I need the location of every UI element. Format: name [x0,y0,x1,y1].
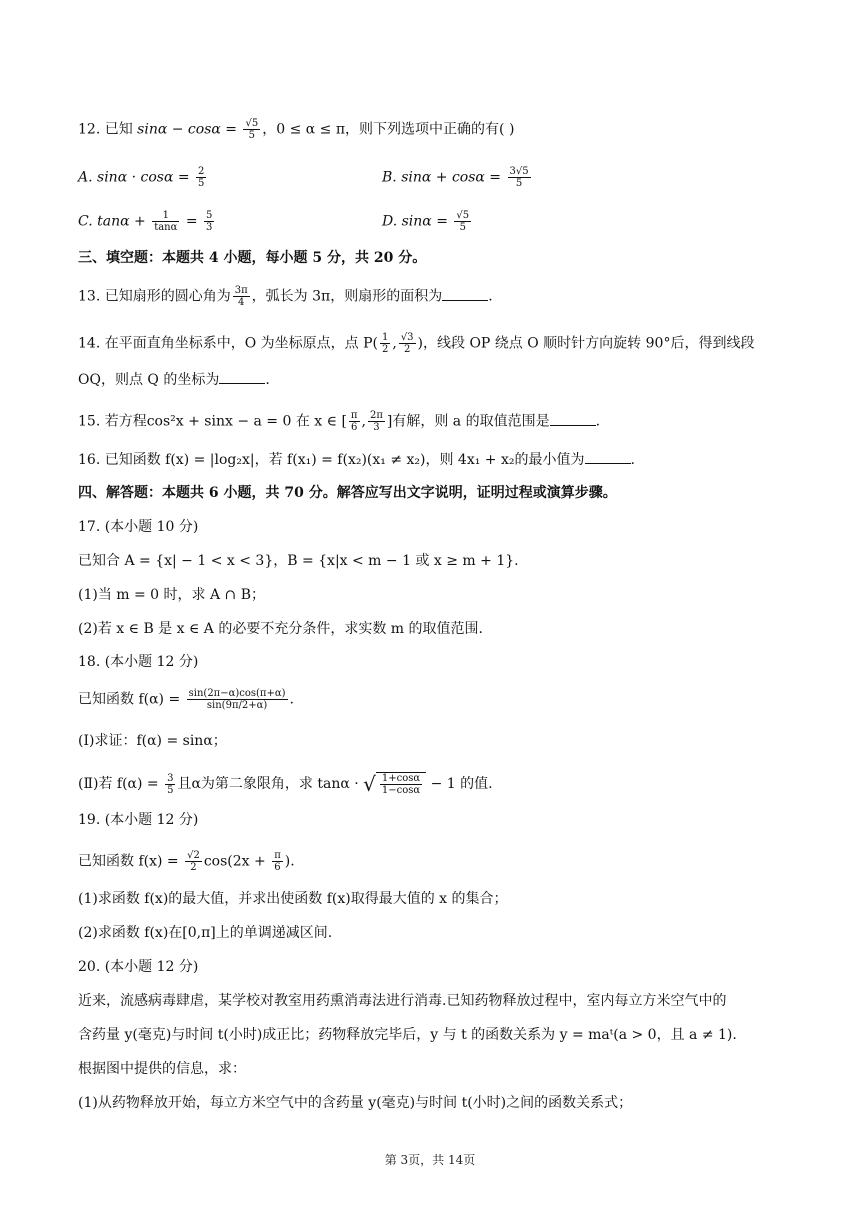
fraction-denominator: 4 [238,297,245,308]
q18-line-2: (Ⅰ)求证：f(α) = sinα； [78,733,227,749]
q18-part2-text-tail: − 1 的值. [426,776,493,792]
fraction-denominator: 2 [190,862,197,873]
fraction-numerator: 1 [152,210,179,222]
q19-line-1 [78,850,295,873]
answer-blank [585,451,631,464]
q20-line-2: 含药量 y(毫克)与时间 t(小时)成正比；药物释放完毕后，y 与 t 的函数关系为 y = maᵗ(a > 0，且 a ≠ 1). [78,1027,737,1043]
q14-line-2 [78,370,270,390]
fraction-denominator: 3 [206,222,213,233]
fraction-numerator: sin(2π−α)cos(π+α) [188,688,286,699]
q17-line-2: (1)当 m = 0 时，求 A ∩ B； [78,587,266,603]
option-c-fraction-1 [152,210,179,233]
option-c-fraction-2 [204,210,214,233]
q20-line-1: 近来，流感病毒肆虐，某学校对教室用药熏消毒法进行消毒.已知药物释放过程中，室内每立方米空气中的 [78,993,727,1009]
q13-text: 13. 已知扇形的圆心角为 [78,288,231,305]
fraction-denominator: 1−cosα [381,785,421,796]
answer-blank [442,288,488,301]
option-a-fraction [196,166,206,189]
fraction-numerator: 1+cosα [381,773,421,784]
q19-text-tail: ). [284,853,295,870]
q19-line-2: (1)求函数 f(x)的最大值，并求出使函数 f(x)取得最大值的 x 的集合； [78,891,508,907]
q14-text-2: OQ，则点 Q 的坐标为 [78,372,220,388]
q12-stem [78,118,514,141]
fraction-denominator: 6 [351,422,358,433]
comma: , [392,335,397,352]
q12-option-c [78,210,216,233]
q18-value-fraction [165,773,175,796]
q20-line-4: (1)从药物释放开始，每立方米空气中的含药量 y(毫克)与时间 t(小时)之间的函数关系式； [78,1095,633,1111]
period: . [488,288,493,305]
q18-text: 已知函数 f(α) = [78,691,185,708]
option-b-text: B. sinα + cosα = [382,169,506,186]
comma: , [361,413,366,430]
square-root [363,772,426,796]
q19-text: 已知函数 f(x) = [78,853,184,870]
q14-text-tail: )，线段 OP 绕点 O 顺时针方向旋转 90°后，得到线段 [417,335,755,352]
fraction-numerator: 3√5 [509,166,529,177]
radicand [376,772,426,796]
radical-sign-icon: √ [363,772,376,796]
q20-heading: 20. (本小题 12 分) [78,959,199,975]
page-footer: 第 3页，共 14页 [384,1153,476,1167]
fraction-denominator: 5 [198,178,205,189]
fraction-denominator: tanα [154,222,178,233]
q18-heading: 18. (本小题 12 分) [78,654,199,670]
answer-blank [219,371,265,384]
fraction-numerator: √2 [187,850,200,861]
q15 [78,410,600,433]
q16-text: 16. 已知函数 f(x) = |log₂x|，若 f(x₁) = f(x₂)(x₁ ≠ x₂)，则 4x₁ + x₂的最小值为 [78,452,585,468]
q19-heading: 19. (本小题 12 分) [78,812,199,828]
fraction-denominator: 5 [167,784,174,796]
q14-text: 14. 在平面直角坐标系中，O 为坐标原点，点 P( [78,335,378,352]
fraction-numerator: 3 [167,772,174,784]
fraction-denominator: 2 [403,344,411,355]
q13-text-tail: ，弧长为 3π，则扇形的面积为 [251,288,443,305]
fraction-denominator: sin(9π/2+α) [206,700,268,711]
fraction-numerator: 3π [234,285,248,296]
fraction-numerator: 5 [206,210,213,221]
period: . [289,691,294,708]
equals-sign: = [181,213,203,230]
q15-text: 15. 若方程cos²x + sinx − a = 0 在 x ∈ [ [78,413,347,430]
fraction-numerator: √5 [456,210,470,221]
radicand-fraction [380,773,422,796]
q20-line-3: 根据图中提供的信息，求： [78,1061,246,1077]
fraction-numerator: 2 [198,166,205,177]
fraction-denominator: 6 [274,862,281,873]
q19-text-mid: cos(2x + [203,853,271,870]
q13 [78,285,493,308]
fraction-numerator: √5 [245,118,259,129]
option-b-fraction [508,166,531,189]
q18-part2-text-mid: 且α为第二象限角，求 tanα · [177,776,364,792]
period: . [630,452,635,468]
answer-blank [550,413,596,426]
fraction-denominator: 5 [459,222,466,233]
q14-fraction-y [399,332,416,355]
fraction-denominator: 5 [515,178,523,189]
option-c-text: C. tanα + [78,213,151,230]
q12-option-a [78,166,208,189]
q12-option-b [382,166,533,189]
q15-fraction-high [368,410,385,433]
fraction-numerator: 2π [369,410,383,421]
q17-line-1: 已知合 A = {x| − 1 < x < 3}，B = {x|x < m − 1 或 x ≥ m + 1}. [78,553,519,569]
q18-part2-text: (Ⅱ)若 f(α) = [78,776,164,792]
section-4-heading: 四、解答题：本题共 6 小题，共 70 分。解答应写出文字说明，证明过程或演算步骤。 [78,485,617,501]
q18-function-fraction [187,688,288,711]
q13-fraction [233,285,250,308]
q15-fraction-low [349,410,360,433]
q15-text-tail: ]有解，则 a 的取值范围是 [386,413,550,430]
q17-heading: 17. (本小题 10 分) [78,519,199,535]
q14-line-1 [78,332,754,355]
q17-line-3: (2)若 x ∈ B 是 x ∈ A 的必要不充分条件，求实数 m 的取值范围. [78,621,483,637]
section-3-heading: 三、填空题：本题共 4 小题，每小题 5 分，共 20 分。 [78,250,427,266]
q18-line-1 [78,688,294,711]
period: . [265,372,270,388]
fraction-denominator: 2 [381,344,389,355]
fraction-denominator: 5 [248,130,256,141]
fraction-numerator: √3 [400,332,414,343]
q12-stem-tail: ，0 ≤ α ≤ π，则下列选项中正确的有( ) [262,121,515,138]
option-a-text: A. sinα · cosα = [78,169,195,186]
fraction-numerator: π [274,850,281,861]
q18-line-3 [78,772,493,796]
q14-fraction-x [380,332,390,355]
q12-stem-math: sinα − cosα = [137,121,242,138]
q19-line-3: (2)求函数 f(x)在[0,π]上的单调递减区间. [78,925,333,941]
q12-stem-fraction [243,118,260,141]
fraction-denominator: 3 [373,422,380,433]
q12-stem-text: 12. 已知 [78,121,138,138]
option-d-fraction [454,210,471,233]
q16 [78,450,635,470]
option-d-text: D. sinα = [382,213,453,230]
period: . [595,413,601,430]
q19-coef-fraction [185,850,202,873]
fraction-numerator: 1 [381,332,389,343]
fraction-numerator: π [350,410,358,421]
q12-option-d [382,210,473,233]
q19-phase-fraction [272,850,283,873]
